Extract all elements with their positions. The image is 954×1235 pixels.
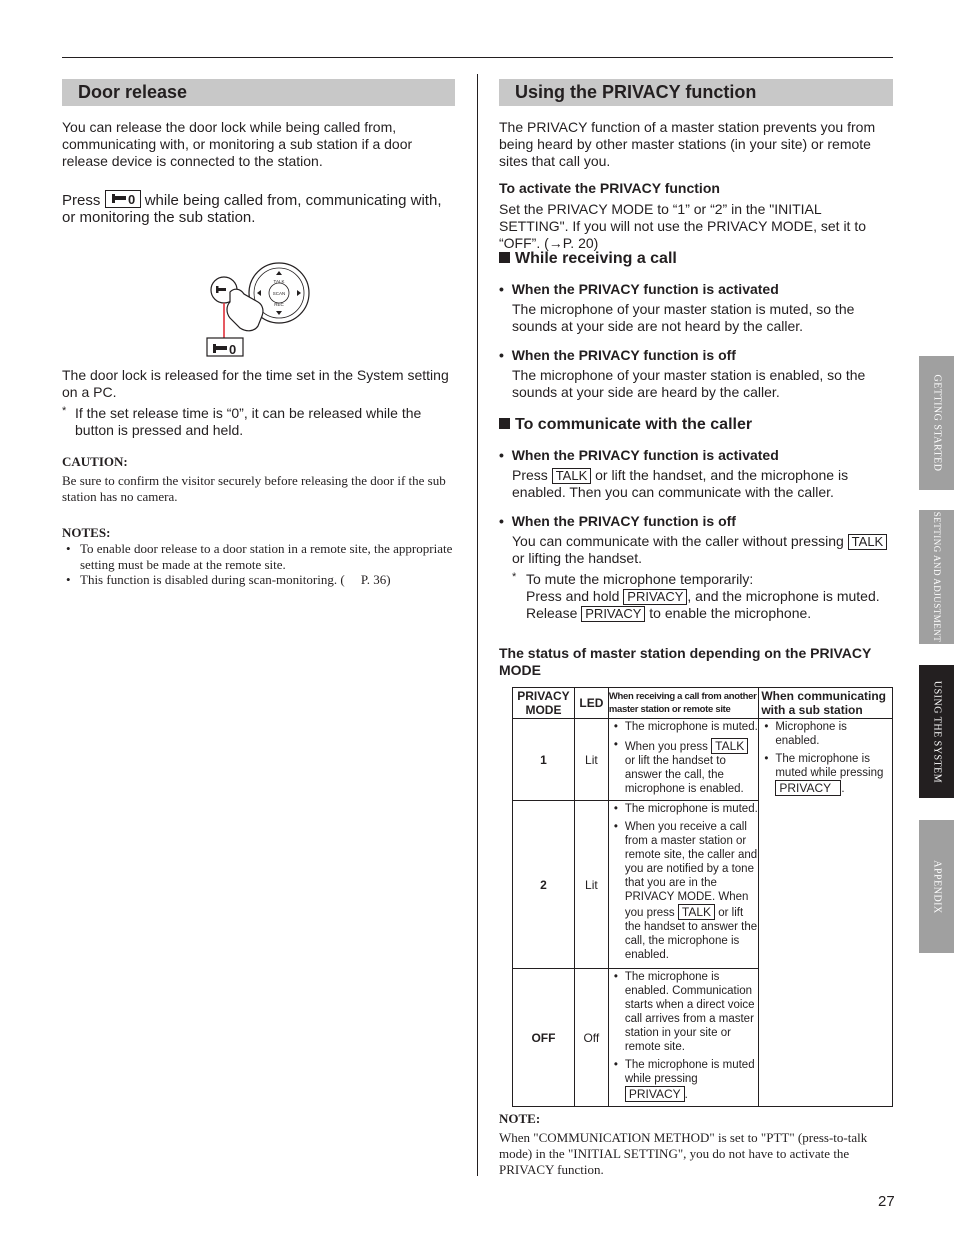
activate-title: To activate the PRIVACY function <box>499 180 720 196</box>
illustration-key-scan: SCAN <box>272 291 286 296</box>
release-footnote: * If the set release time is “0”, it can be released while the button is pressed and held. <box>62 405 422 438</box>
privacy-heading: Using the PRIVACY function <box>499 79 893 106</box>
communicate-section-title: To communicate with the caller <box>499 416 752 434</box>
caution-title: CAUTION: <box>62 454 128 469</box>
sub-station-cell: • Microphone is enabled. • The microphone is muted while pressing PRIVACY . <box>759 719 893 1107</box>
recv-activated-text: The microphone of your master station is muted, so the sounds at your side are not heard by the caller. <box>512 301 855 334</box>
recv-off-text: The microphone of your master station is enabled, so the sounds at your side are heard by the caller. <box>512 367 866 400</box>
receiving-section-title: While receiving a call <box>499 250 677 268</box>
receiving-cell: • The microphone is muted. • When you press TALK or lift the handset to answer the call, the microphone is enabled. <box>608 719 759 801</box>
mode-cell: 2 <box>513 801 575 969</box>
status-table-title: The status of master station depending on the PRIVACY MODE <box>499 645 872 678</box>
table-header: When receiving a call from another master station or remote site <box>608 688 759 719</box>
svg-text:0: 0 <box>229 342 237 357</box>
mode-cell: 1 <box>513 719 575 801</box>
notes-title: NOTES: <box>62 525 111 540</box>
talk-key-label: TALK <box>552 468 592 484</box>
note-item: • To enable door release to a door station in a remote site, the appropriate setting must be made at the remote site. <box>66 541 453 572</box>
privacy-key-label: PRIVACY <box>581 606 645 622</box>
privacy-intro: The PRIVACY function of a master station prevents you from being heard by other master stations (in your site) or remote sites that call you. <box>499 119 876 169</box>
receiving-cell: • The microphone is muted. • When you receive a call from a master station or remote site, the caller and you are notified by a tone that you are in the PRIVACY MODE. When you press TALK or lift the handset to answer the call, the microphone is enabled. <box>608 801 759 969</box>
mute-footnote: * To mute the microphone temporarily: Press and hold PRIVACY , and the microphone is muted. Release PRIVACY to enable the microphone. <box>512 571 880 621</box>
privacy-key-label: PRIVACY <box>623 589 687 605</box>
door-release-intro: You can release the door lock while being called from, communicating with, or monitoring a sub station if a door release device is connected to the station. <box>62 119 413 169</box>
led-cell: Lit <box>574 719 608 801</box>
illustration-key-talk: TALK <box>273 279 285 284</box>
note-text: When "COMMUNICATION METHOD" is set to "PTT" (press-to-talk mode) in the "INITIAL SETTING", you do not have to activate the PRIVACY function. <box>499 1130 868 1177</box>
door-release-illustration <box>200 258 310 363</box>
notes-list <box>62 541 457 588</box>
led-cell: Lit <box>574 801 608 969</box>
table-header: When communicating with a sub station <box>759 688 893 719</box>
door-release-heading: Door release <box>62 79 455 106</box>
caution-text: Be sure to confirm the visitor securely before releasing the door if the sub station has no camera. <box>62 473 446 504</box>
press-instruction: Press 0 while being called from, communicating with, or monitoring the sub station. <box>62 192 442 226</box>
top-rule <box>62 57 893 58</box>
comm-activated-title: • When the PRIVACY function is activated <box>499 447 779 463</box>
talk-key-label: TALK <box>848 534 888 550</box>
side-tab-appendix[interactable]: APPENDIX <box>919 820 954 953</box>
release-time-text: The door lock is released for the time set in the System setting on a PC. <box>62 367 449 400</box>
mode-cell: OFF <box>513 969 575 1107</box>
table-row <box>513 719 893 801</box>
table-header: LED <box>574 688 608 719</box>
comm-off-text: You can communicate with the caller without pressing TALK or lifting the handset. <box>512 533 892 567</box>
led-cell: Off <box>574 969 608 1107</box>
note-title: NOTE: <box>499 1111 541 1126</box>
side-tab-using-the-system[interactable]: USING THE SYSTEM <box>919 665 954 798</box>
recv-off-title: • When the PRIVACY function is off <box>499 347 736 363</box>
table-header: PRIVACY MODE <box>513 688 575 719</box>
page-number: 27 <box>878 1193 895 1210</box>
comm-off-title: • When the PRIVACY function is off <box>499 513 736 529</box>
receiving-cell: • The microphone is enabled. Communication starts when a direct voice call arrives from a master station in your site or remote site. • The microphone is muted while pressing PRIVACY . <box>608 969 759 1107</box>
side-tab-setting-adjustment[interactable]: SETTING AND ADJUSTMENT <box>919 510 954 644</box>
column-divider <box>477 74 478 1176</box>
side-tab-getting-started[interactable]: GETTING STARTED <box>919 356 954 490</box>
comm-activated-text: Press TALK or lift the handset, and the microphone is enabled. Then you can communicate with the caller. <box>512 467 849 500</box>
activate-text: Set the PRIVACY MODE to “1” or “2” in the "INITIAL SETTING". If you will not use the PRIVACY MODE, set it to “OFF”. (→P. 20) <box>499 201 867 251</box>
privacy-status-table <box>512 687 893 1107</box>
svg-text:0: 0 <box>127 192 135 207</box>
note-item: • This function is disabled during scan-monitoring. ( P. 36) <box>66 572 391 587</box>
recv-activated-title: • When the PRIVACY function is activated <box>499 281 779 297</box>
illustration-key-rec: REC <box>274 302 284 307</box>
door-release-key-icon <box>105 190 141 208</box>
